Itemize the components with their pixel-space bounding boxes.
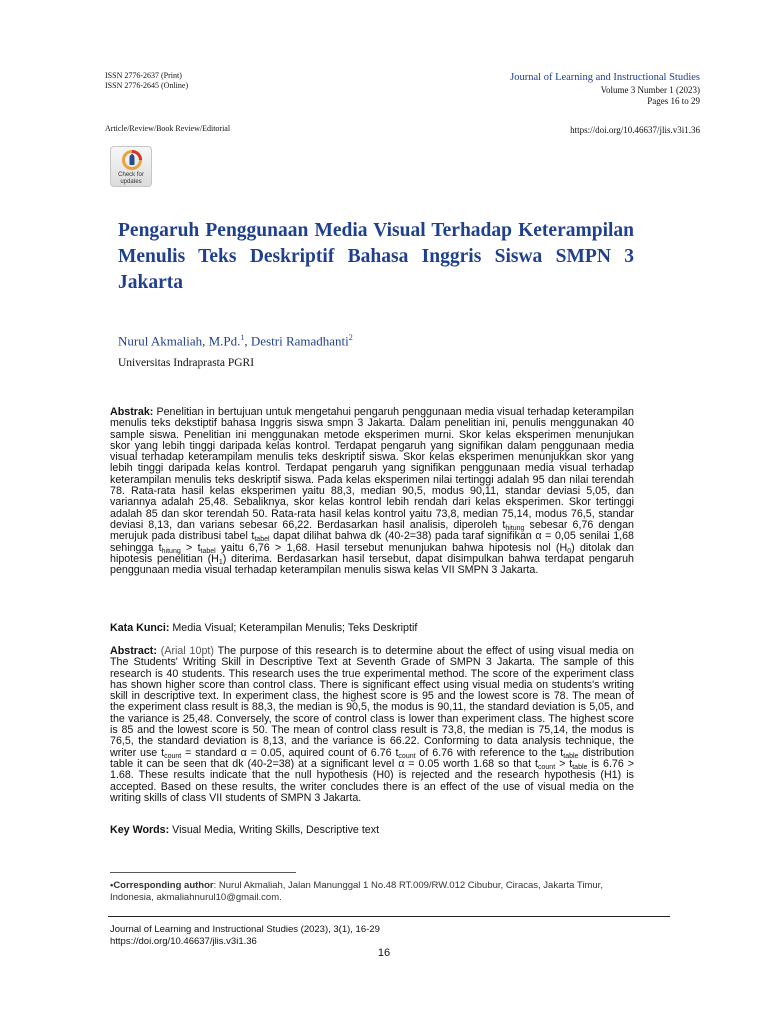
font-note: (Arial 10pt): [156, 645, 214, 657]
corresponding-author-label: •Corresponding author: [110, 880, 214, 891]
article-type: Article/Review/Book Review/Editorial: [105, 124, 231, 133]
check-for-updates-label: Check for updates: [118, 172, 144, 185]
authors: Nurul Akmaliah, M.Pd.$^1$, Destri Ramadhanti$^2$: [118, 333, 353, 349]
author-1-affiliation-mark: 1: [240, 333, 245, 342]
kata-kunci: Kata Kunci: Media Visual; Keterampilan Menulis; Teks Deskriptif: [110, 622, 418, 634]
check-for-updates-badge[interactable]: [110, 146, 152, 187]
key-words: Key Words: Visual Media, Writing Skills, Descriptive text: [110, 824, 380, 836]
abstract-label: Abstract:: [110, 645, 157, 657]
journal-pages: Pages 16 to 29: [647, 96, 700, 106]
abstrak-label: Abstrak:: [110, 406, 154, 418]
author-1: Nurul Akmaliah, M.Pd.: [118, 333, 241, 349]
footer-divider: [108, 916, 670, 917]
journal-name: Journal of Learning and Instructional Studies: [510, 72, 700, 83]
check-for-updates-icon: [122, 150, 142, 170]
abstrak-paragraph: Abstrak: Penelitian in bertujuan untuk mengetahui pengaruh penggunaan media visual terhadap keterampilan menulis teks dekstiptif bahasa Inggris siswa smpn 3 Jakarta. Dalam penelitian ini, penulis menggunakan 40 sample siswa. Penelitian ini menggunakan metode eksperimen murni. Skor kelas eksperimen menunjukan skor yang lebih tinggi daripada kelas kontrol. Terdapat pengaruh yang signifikan dalam penggunaan media visual terhadap keterampilam menulis teks deskriptif siswa. Skor kelas eksperimen menunjukkan skor yang lebih tinggi daripada kelas kontrol. Terdapat pengaruh yang signifikan penggunaan media visual terhadap keterampilan menulis teks deskriptif siswa. Pada kelas eksperimen nilai tertinggi adalah 95 dan nilai terendah 78. Rata-rata hasil kelas eksperimen yaitu 88,3, median 90,5, modus 90,11, standar deviasi 5,05, dan variannya adalah 25,48. Sebaliknya, skor kelas kontrol lebih rendah dari kelas eksperimen. Skor tertinggi adalah 85 dan skor terendah 50. Rata-rata hasil kelas kontrol yaitu 73,8, median 75,14, modus 76,5, standar deviasi 8,13, dan varians sebesar 66,22. Berdasarkan hasil analisis, diperoleh $t_{hitung}$ sebesar 6,76 dengan merujuk pada distribusi tabel $t_{tabel}$ dapat dilihat bahwa dk (40-2=38) pada taraf signifikan α = 0,05 senilai 1,68 sehingga $t_{hitung} > t_{tabel}$ yaitu 6,76 > 1,68. Hasil tersebut menunjukan bahwa hipotesis nol $(H_0)$ ditolak dan hipotesis penelitian $(H_1)$ diterima. Berdasarkan hasil tersebut, dapat disimpulkan bahwa terdapat pengaruh penggunaan media visual terhadap keterampilan menulis siswa kelas VII SMPN 3 Jakarta.: [110, 406, 634, 577]
footer-journal-citation: Journal of Learning and Instructional Studies (2023), 3(1), 16-29: [110, 924, 380, 935]
doi-link[interactable]: https://doi.org/10.46637/jlis.v3i1.36: [570, 125, 700, 135]
footer-doi-link[interactable]: https://doi.org/10.46637/jlis.v3i1.36: [110, 935, 257, 947]
journal-info: [510, 71, 700, 107]
corresponding-author-footnote: •Corresponding author: Nurul Akmaliah, Jalan Manunggal 1 No.48 RT.009/RW.012 Cibubur, Ciracas, Jakarta Timur, Indonesia, akmaliahnurul10@gmail.com.: [110, 880, 603, 903]
kata-kunci-label: Kata Kunci:: [110, 622, 170, 634]
author-2: Destri Ramadhanti: [250, 333, 349, 349]
article-title: Pengaruh Penggunaan Media Visual Terhadap Keterampilan Menulis Teks Deskriptif Bahasa Inggris Siswa SMPN 3 Jakarta: [118, 220, 634, 293]
issn-online: ISSN 2776-2645 (Online): [105, 81, 189, 90]
footer-citation: [110, 924, 380, 947]
footnote-divider: [110, 872, 296, 873]
author-2-affiliation-mark: 2: [348, 333, 353, 342]
affiliation: Universitas Indraprasta PGRI: [118, 357, 255, 369]
key-words-label: Key Words:: [110, 824, 170, 836]
issn-block: [105, 71, 188, 91]
abstract-paragraph: Abstract: (Arial 10pt) The purpose of this research is to determine about the effect of using visual media on The Students' Writing Skill in Descriptive Text at Seventh Grade of SMPN 3 Jakarta. The sample of this research is 40 students. This research uses the true experimental method. The score of the experiment class has shown higher score than control class. There is significant effect using visual media on students's writing skill in descriptive text. In experiment class, the highest score is 95 and the lowest score is 78. The mean of the experiment class result is 88,3, the median is 90,5, the modus is 90,11, the standard deviation is 5,05, and the variance is 25,48. Conversely, the score of control class is lower than experiment class. The highest score is 85 and the lowest score is 50. The mean of control class result is 73,8, the median is 75,14, the modus is 76,5, the standard deviation is 8,13, and the variance is 66.22. Conforming to data analysis technique, the writer use $t_{count}$ = standard α = 0.05, aquired count of 6.76 $t_{count}$ of 6.76 with reference to the $t_{table}$ distribution table it can be seen that dk (40-2=38) at a significant level α = 0.05 worth 1.68 so that $t_{count} > t_{table}$ is 6.76 > 1.68. These results indicate that the null hypothesis (H0) is rejected and the research hypothesis (H1) is accepted. Based on these results, the writer concludes there is an effect of the use of visual media on the writing skills of class VII students of SMPN 3 Jakarta.: [110, 645, 635, 804]
issn-print: ISSN 2776-2637 (Print): [105, 71, 182, 80]
journal-volume: Volume 3 Number 1 (2023): [600, 85, 700, 95]
page-number: 16: [377, 947, 391, 959]
